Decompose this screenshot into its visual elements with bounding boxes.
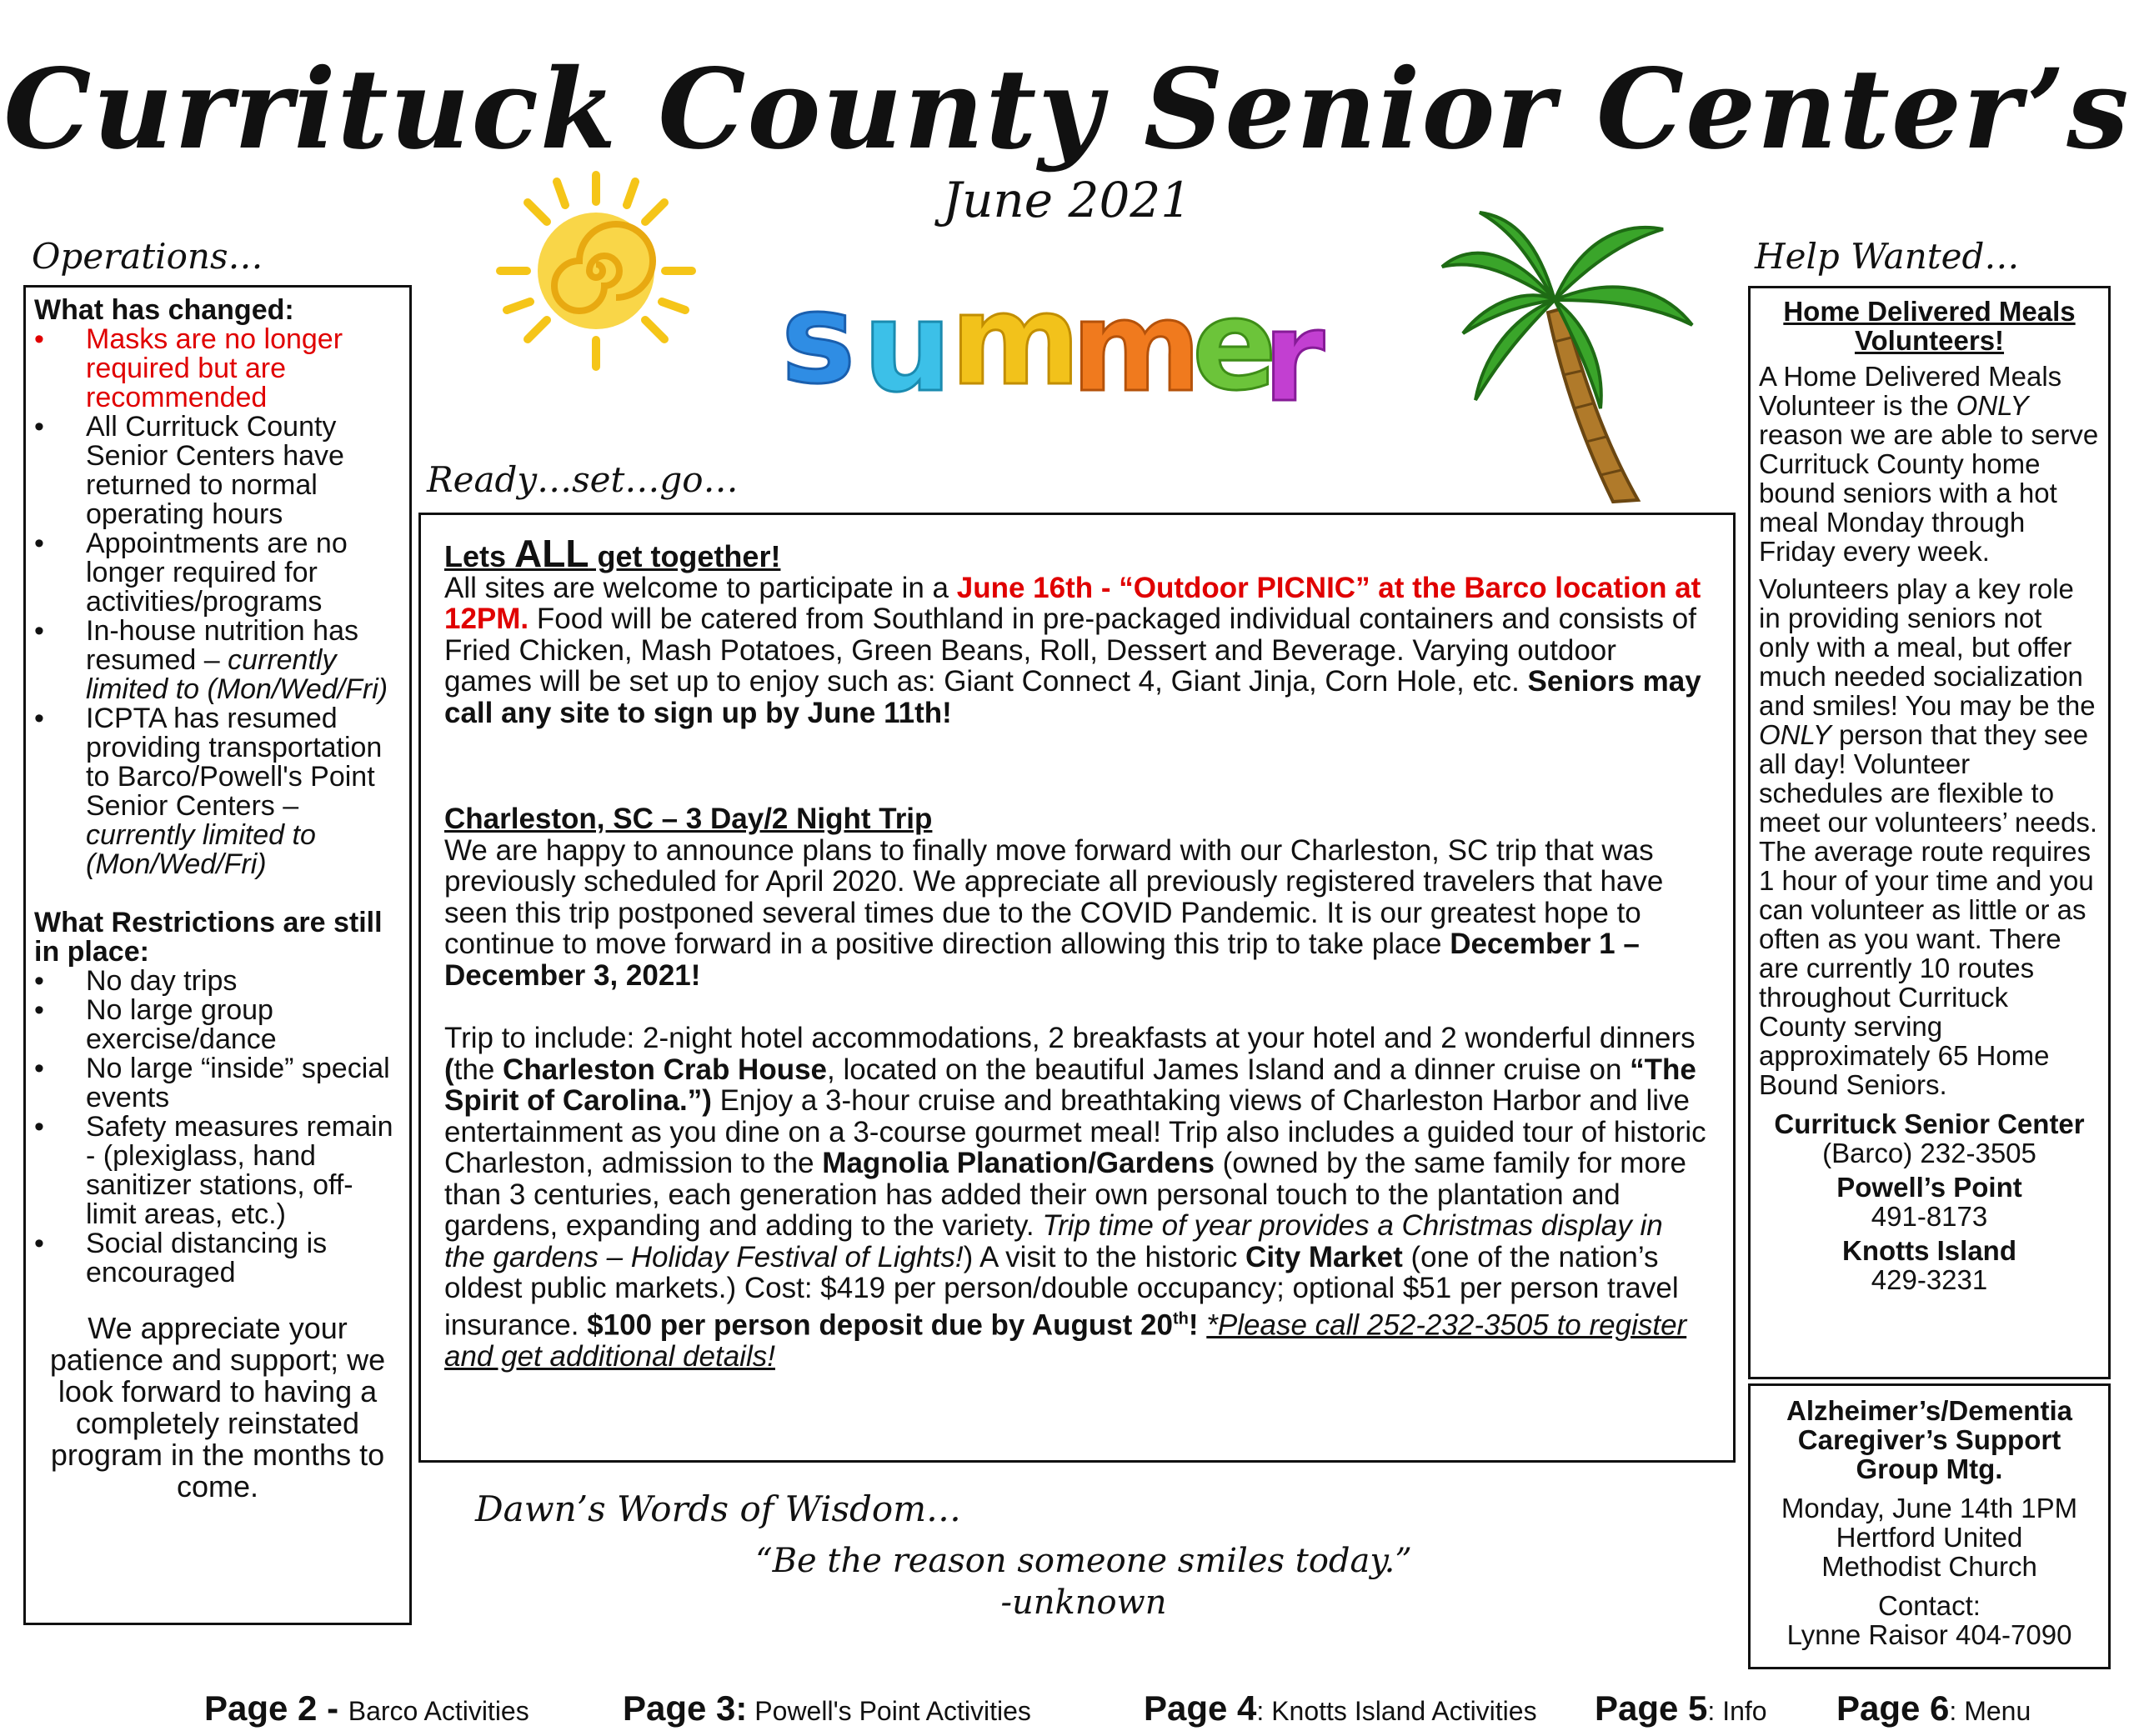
support-where: Hertford United — [1836, 1522, 2023, 1553]
main-heading: Ready…set…go… — [427, 459, 739, 500]
list-item: • Masks are no longer required but are recommended — [34, 323, 343, 413]
picnic-text: All sites are welcome to participate in a June 16th - “Outdoor PICNIC” at the Barco location at 12PM. Food will be catered from Southland in pre-packaged individual containers and consists of Fried Chicken, Mash Potatoes, Green Beans, Roll, Dessert and Beverage. Varying outdoor games will be set up to enjoy such as: Giant Connect 4, Giant Jinja, Corn Hole, etc. Seniors may call any site to sign up by June 11th! — [444, 571, 1701, 729]
list-item: • All Currituck County Senior Centers have returned to normal operating hours — [34, 411, 344, 530]
operations-heading: Operations… — [32, 236, 263, 277]
footer-page-3[interactable]: Page 3: Powell's Point Activities — [623, 1688, 1031, 1728]
list-item: • Appointments are no longer required for activities/programs — [34, 528, 348, 618]
wisdom-heading: Dawn’s Words of Wisdom… — [475, 1488, 962, 1529]
footer-page-2[interactable]: Page 2 - Barco Activities — [204, 1688, 529, 1728]
svg-text:m: m — [1071, 275, 1202, 420]
summer-wordart — [771, 275, 1355, 421]
svg-text:e: e — [1192, 275, 1277, 418]
palm-tree-icon — [1438, 208, 1696, 504]
help-paragraph-2: Volunteers play a key role in providing seniors not only with a meal, but offer much needed socialization and smiles! You may be the ONLY person that they see all day! Volunteer schedules are flexible to meet our volunteers’ needs. The average route requires 1 hour of your time and you can volunteer as little or as often as you want. There are currently 10 routes throughout Currituck County serving approximately 65 Home Bound Seniors. — [1759, 573, 2098, 1100]
contact-name: Currituck Senior Center — [1774, 1108, 2085, 1139]
wisdom-quote: “Be the reason someone smiles today.” — [755, 1542, 1412, 1580]
help-heading: Help Wanted… — [1755, 236, 2020, 277]
footer-nav — [0, 1683, 2134, 1733]
list-item: • No large “inside” special events — [34, 1053, 390, 1113]
contact-name: Powell’s Point — [1836, 1172, 2022, 1203]
list-item: • No large group exercise/dance — [34, 994, 277, 1055]
support-when: Monday, June 14th 1PM — [1781, 1493, 2078, 1523]
list-item: • No day trips — [34, 965, 238, 997]
footer-page-5[interactable]: Page 5: Info — [1595, 1688, 1767, 1728]
contact-name: Knotts Island — [1841, 1235, 2016, 1266]
contact-phone: (Barco) 232-3505 — [1822, 1138, 2036, 1168]
page-title: Currituck County Senior Center’s — [3, 45, 2131, 174]
trip-paragraph-1: We are happy to announce plans to finally move forward with our Charleston, SC trip that was previously scheduled for April 2020. We appreciate all previously registered travelers that have seen this trip postponed several times due to the COVID Pandemic. It is our greatest hope to continue to move forward in a positive direction allowing this trip to take place December 1 – December 3, 2021! — [444, 833, 1664, 992]
help-contacts — [1759, 1109, 2100, 1294]
summer-word: summer — [1063, 417, 1066, 418]
changed-heading: What has changed: — [34, 294, 294, 326]
help-box — [1748, 286, 2111, 1379]
operations-box — [23, 285, 412, 1625]
help-paragraph-1: A Home Delivered Meals Volunteer is the ONLY reason we are able to serve Currituck County home bound seniors with a hot meal Monday through Friday every week. — [1759, 361, 2099, 567]
svg-text:m: m — [950, 275, 1081, 413]
page-subtitle: June 2021 — [942, 172, 1192, 228]
restrictions-heading: What Restrictions are still in place: — [34, 907, 383, 968]
contact-phone: 491-8173 — [1871, 1201, 1988, 1232]
sun-icon — [492, 167, 700, 375]
svg-text:r: r — [1263, 285, 1325, 421]
picnic-title: Lets ALL get together! — [444, 532, 781, 575]
support-contact-label: Contact: — [1878, 1590, 1981, 1621]
help-title: Home Delivered Meals Volunteers! — [1783, 296, 2076, 356]
footer-page-6[interactable]: Page 6: Menu — [1836, 1688, 2031, 1728]
list-item: • In-house nutrition has resumed – currently limited to (Mon/Wed/Fri) — [34, 615, 388, 705]
support-box — [1748, 1383, 2111, 1669]
support-contact: Lynne Raisor 404-7090 — [1786, 1619, 2072, 1650]
operations-closing: We appreciate your patience and support; we look forward to having a completely reinstated program in the months to come. — [49, 1311, 386, 1503]
list-item: • Social distancing is encouraged — [34, 1228, 328, 1288]
trip-paragraph-2: Trip to include: 2-night hotel accommodations, 2 breakfasts at your hotel and 2 wonderful dinners (the Charleston Crab House, located on the beautiful James Island and a dinner cruise on “The Spirit of Carolina.”) Enjoy a 3-hour cruise and breathtaking views of Charleston Harbor and live entertainment as you dine on a 3-course gourmet meal! Trip also includes a guided tour of historic Charleston, admission to the Magnolia Planation/Gardens (owned by the same family for more than 3 centuries, each generation has added their own personal touch to the plantation and gardens, expanding and adding to the variety. Trip time of year provides a Christmas display in the gardens – Holiday Festival of Lights!) A visit to the historic City Market (one of the nation’s oldest public markets.) Cost: $419 per person/double occupancy; optional $51 per person travel insurance. $100 per person deposit due by August 20th! *Please call 252-232-3505 to register and get additional details! — [444, 1022, 1706, 1373]
support-title: Alzheimer’s/Dementia Caregiver’s Support Group Mtg. — [1786, 1395, 2072, 1484]
wisdom-author: -unknown — [1000, 1583, 1167, 1622]
main-box — [418, 513, 1736, 1463]
trip-title: Charleston, SC – 3 Day/2 Night Trip — [444, 803, 933, 835]
footer-page-4[interactable]: Page 4: Knotts Island Activities — [1144, 1688, 1537, 1728]
list-item: • ICPTA has resumed providing transportation to Barco/Powell's Point Senior Centers – currently limited to (Mon/Wed/Fri) — [34, 703, 383, 880]
support-where: Methodist Church — [1821, 1551, 2037, 1582]
svg-text:s: s — [781, 275, 856, 412]
list-item: • Safety measures remain - (plexiglass, hand sanitizer stations, off-limit areas, etc.) — [34, 1111, 393, 1230]
svg-text:u: u — [863, 275, 952, 420]
contact-phone: 429-3231 — [1871, 1264, 1988, 1295]
